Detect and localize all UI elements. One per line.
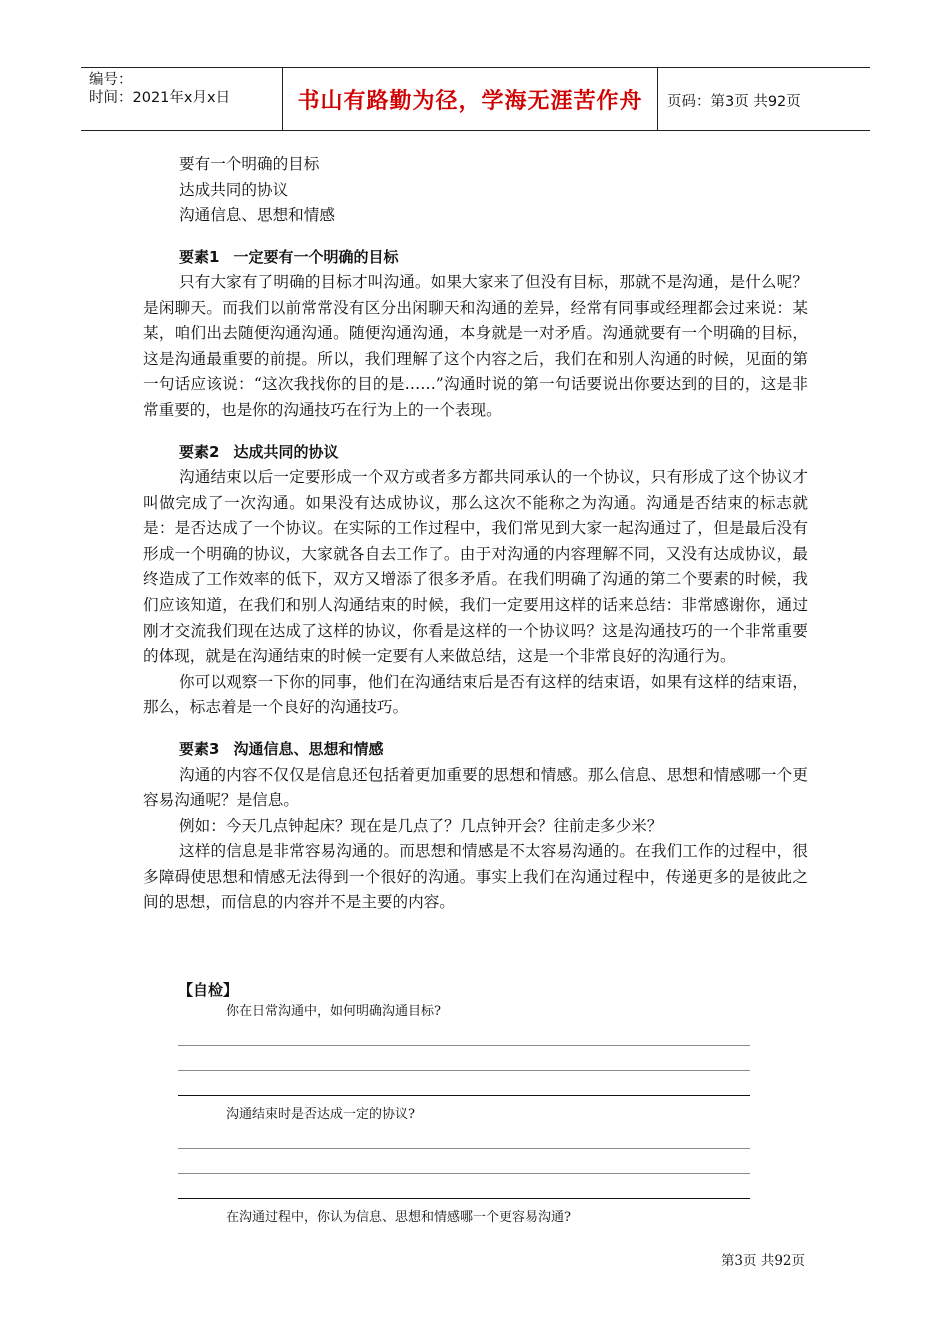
section-paragraph: 沟通结束以后一定要形成一个双方或者多方都共同承认的一个协议，只有形成了这个协议才叫做完成了一次沟通。如果没有达成协议，那么这次不能称之为沟通。沟通是否结束的标志就是：是否达成了一个协议。在实际的工作过程中，我们常见到大家一起沟通过了，但是最后没有形成一个明确的协议，大家就各自去工作了。由于对沟通的内容理解不同，又没有达成协议，最终造成了工作效率的低下，双方又增添了很多矛盾。在我们明确了沟通的第二个要素的时候，我们应该知道，在我们和别人沟通结束的时候，我们一定要用这样的话来总结：非常感谢你，通过刚才交流我们现在达成了这样的协议，你看是这样的一个协议吗？这是沟通技巧的一个非常重要的体现，就是在沟通结束的时候一定要有人来做总结，这是一个非常良好的沟通行为。 [143, 468, 808, 666]
section-number: 要素3 [179, 740, 220, 758]
section-paragraph: 只有大家有了明确的目标才叫沟通。如果大家来了但没有目标，那就不是沟通，是什么呢？是闲聊天。而我们以前常常没有区分出闲聊天和沟通的差异，经常有同事或经理都会过来说：某某，咱们出去随便沟通沟通。随便沟通沟通，本身就是一对矛盾。沟通就要有一个明确的目标，这是沟通最重要的前提。所以，我们理解了这个内容之后，我们在和别人沟通的时候，见面的第一句话应该说：“这次我找你的目的是……”沟通时说的第一句话要说出你要达到的目的，这是非常重要的，也是你的沟通技巧在行为上的一个表现。 [143, 273, 808, 419]
document-body [143, 152, 808, 916]
header-meta [89, 71, 230, 107]
section-number: 要素2 [179, 442, 220, 461]
section-title: 一定要有一个明确的目标 [233, 247, 399, 266]
section-heading [143, 440, 808, 466]
section-paragraph: 这样的信息是非常容易沟通的。而思想和情感是不太容易沟通的。在我们工作的过程中，很多障碍使思想和情感无法得到一个很好的沟通。事实上我们在沟通过程中，传递更多的是彼此之间的思想，而信息的内容并不是主要的内容。 [143, 842, 808, 912]
section-title: 达成共同的协议 [233, 442, 339, 461]
self-check-section [178, 979, 750, 1229]
header-page-number: 页码：第3页 共92页 [667, 94, 801, 110]
document-number: 编号： [89, 72, 133, 88]
intro-item: 沟通信息、思想和情感 [179, 206, 335, 224]
intro-item: 要有一个明确的目标 [179, 155, 320, 173]
header-motto [282, 68, 658, 130]
section-paragraph: 你可以观察一下你的同事，他们在沟通结束后是否有这样的结束语，如果有这样的结束语，那么，标志着是一个良好的沟通技巧。 [143, 672, 808, 717]
page-footer: 第3页 共92页 [720, 1253, 805, 1269]
intro-item: 达成共同的协议 [179, 180, 289, 199]
section-paragraph: 例如：今天几点钟起床？现在是几点了？几点钟开会？往前走多少米？ [179, 816, 663, 835]
section-heading [143, 737, 808, 763]
document-date: 时间：2021年x月x日 [89, 90, 231, 106]
section-title: 沟通信息、思想和情感 [233, 740, 384, 758]
self-check-title: 【自检】 [178, 981, 239, 999]
self-check-question: 你在日常沟通中，如何明确沟通目标? [226, 1004, 441, 1019]
section-paragraph: 沟通的内容不仅仅是信息还包括着更加重要的思想和情感。那么信息、思想和情感哪一个更容易沟通呢？是信息。 [143, 765, 808, 810]
section-heading [143, 245, 808, 271]
section-number: 要素1 [179, 247, 220, 266]
self-check-question: 在沟通过程中，你认为信息、思想和情感哪一个更容易沟通? [226, 1210, 571, 1225]
page-header [81, 67, 870, 131]
motto-text: 书山有路勤为径，学海无涯苦作舟 [297, 88, 643, 114]
self-check-question: 沟通结束时是否达成一定的协议? [226, 1107, 415, 1122]
